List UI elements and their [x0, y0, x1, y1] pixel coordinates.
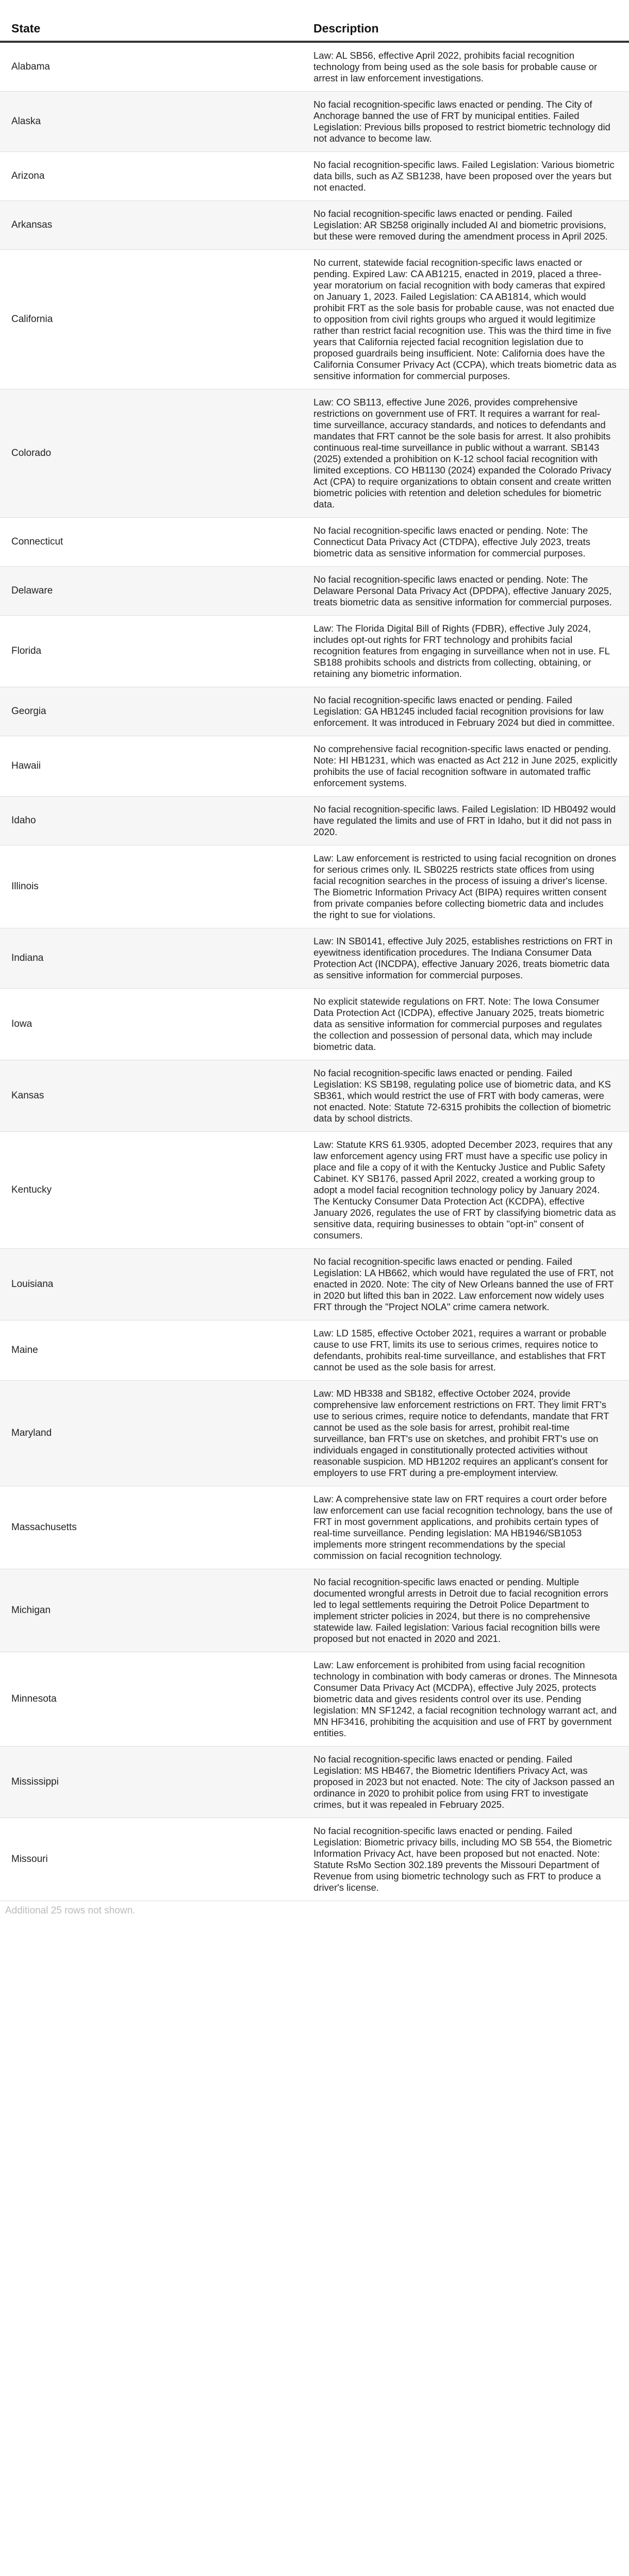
description-cell: No facial recognition-specific laws enacted or pending. Multiple documented wrongful arrests in Detroit due to facial recognition errors led to legal settlements requiring the Detroit Police Department to implement stricter policies in 2024, but there is no comprehensive statewide law. Failed legislation: Various facial recognition bills were proposed but not enacted in 2020 and 2021. [302, 1569, 629, 1652]
table-row [0, 687, 629, 736]
state-cell: Missouri [0, 1818, 302, 1901]
state-cell: Georgia [0, 687, 302, 736]
description-cell: Law: CO SB113, effective June 2026, provides comprehensive restrictions on government use of FRT. It requires a warrant for real-time surveillance, accuracy standards, and notices to defendants and mandates that FRT cannot be the sole basis for arrest. It also prohibits continuous real-time surveillance in public without a warrant. SB143 (2025) extended a prohibition on K-12 school facial recognition with limited exceptions. CO HB1130 (2024) expanded the Colorado Privacy Act (CPA) to require organizations to obtain consent and create written biometric policies with retention and deletion schedules for biometric data. [302, 389, 629, 518]
state-cell: Idaho [0, 796, 302, 845]
description-cell: Law: MD HB338 and SB182, effective October 2024, provide comprehensive law enforcement restrictions on FRT. They limit FRT's use to serious crimes, require notice to defendants, mandate that FRT cannot be used as the sole basis for arrest, prohibit real-time surveillance, ban FRT's use on sketches, and prohibit FRT's use on individuals engaged in constitutionally protected activities without reasonable suspicion. MD HB1202 requires an applicant's consent for employers to use FRT during a pre-employment interview. [302, 1381, 629, 1486]
description-cell: Law: Statute KRS 61.9305, adopted December 2023, requires that any law enforcement agency using FRT must have a specific use policy in place and file a copy of it with the Kentucky Justice and Public Safety Cabinet. KY SB176, passed April 2022, created a working group to adopt a model facial recognition technology policy by January 2024. The Kentucky Consumer Data Protection Act (KCDPA), effective January 2026, regulates the use of FRT by classifying biometric data as sensitive data, requiring businesses to obtain "opt-in" consent of consumers. [302, 1132, 629, 1249]
state-cell: Kansas [0, 1060, 302, 1132]
description-cell: No facial recognition-specific laws enacted or pending. The City of Anchorage banned the use of FRT by municipal entities. Failed Legislation: Previous bills proposed to restrict biometric technology did not advance to become law. [302, 92, 629, 152]
state-cell: Massachusetts [0, 1486, 302, 1569]
state-cell: Michigan [0, 1569, 302, 1652]
table-row [0, 928, 629, 989]
description-cell: No facial recognition-specific laws enacted or pending. Failed Legislation: KS SB198, regulating police use of biometric data, and KS SB361, which would restrict the use of FRT with body cameras, were not enacted. Note: Statute 72-6315 prohibits the collection of biometric data by school districts. [302, 1060, 629, 1132]
state-cell: Mississippi [0, 1747, 302, 1818]
table-row [0, 567, 629, 616]
header-row [0, 0, 629, 42]
description-cell: Law: Law enforcement is restricted to using facial recognition on drones for serious crimes only. IL SB0225 restricts state offices from using facial recognition searches in the process of issuing a driver's license. The Biometric Information Privacy Act (BIPA) requires written consent from private companies before collecting biometric data and includes the right to sue for violations. [302, 845, 629, 928]
state-cell: Delaware [0, 567, 302, 616]
table-row [0, 1818, 629, 1901]
table-row [0, 201, 629, 250]
table-footer-note: Additional 25 rows not shown. [5, 1905, 136, 1916]
table-row [0, 250, 629, 389]
state-cell: Hawaii [0, 736, 302, 796]
state-cell: California [0, 250, 302, 389]
state-cell: Alabama [0, 42, 302, 92]
table-row [0, 1486, 629, 1569]
state-cell: Maryland [0, 1381, 302, 1486]
state-cell: Indiana [0, 928, 302, 989]
table-row [0, 1381, 629, 1486]
state-cell: Kentucky [0, 1132, 302, 1249]
state-cell: Maine [0, 1320, 302, 1381]
description-cell: No current, statewide facial recognition-specific laws enacted or pending. Expired Law: CA AB1215, enacted in 2019, placed a three-year moratorium on facial recognition with body cameras that expired on January 1, 2023. Failed Legislation: CA AB1814, which would prohibit FRT as the sole basis for probable cause, was not enacted due to opposition from civil rights groups who argued it would legitimize rather than restrict facial recognition use. This was the third time in five years that California rejected facial recognition legislation due to proposed guardrails being insufficient. Note: California does have the California Consumer Privacy Act (CCPA), which treats biometric data as sensitive information for commercial purposes. [302, 250, 629, 389]
table-row [0, 1569, 629, 1652]
description-cell: No facial recognition-specific laws enacted or pending. Note: The Connecticut Data Privacy Act (CTDPA), effective July 2023, treats biometric data as sensitive information for commercial purposes. [302, 518, 629, 567]
description-cell: No facial recognition-specific laws enacted or pending. Failed Legislation: MS HB467, the Biometric Identifiers Privacy Act, was proposed in 2023 but not enacted. Note: The city of Jackson passed an ordinance in 2020 to prohibit police from using FRT to investigate crimes, but it was repealed in February 2025. [302, 1747, 629, 1818]
state-cell: Iowa [0, 989, 302, 1060]
description-cell: No facial recognition-specific laws enacted or pending. Note: The Delaware Personal Data Privacy Act (DPDPA), effective January 2025, treats biometric data as sensitive information for commercial purposes. [302, 567, 629, 616]
state-cell: Colorado [0, 389, 302, 518]
state-cell: Florida [0, 616, 302, 687]
table-row [0, 1652, 629, 1747]
state-cell: Louisiana [0, 1249, 302, 1320]
description-cell: No facial recognition-specific laws enacted or pending. Failed Legislation: Biometric privacy bills, including MO SB 554, the Biometric Information Privacy Act, have been proposed but not enacted. Note: Statute RsMo Section 302.189 prevents the Missouri Department of Revenue from using biometric technology such as FRT to produce a driver's license. [302, 1818, 629, 1901]
table-row [0, 736, 629, 796]
table-row [0, 1747, 629, 1818]
description-cell: Law: AL SB56, effective April 2022, prohibits facial recognition technology from being used as the sole basis for probable cause or arrest in law enforcement investigations. [302, 42, 629, 92]
description-cell: No comprehensive facial recognition-specific laws enacted or pending. Note: HI HB1231, which was enacted as Act 212 in June 2025, explicitly prohibits the use of facial recognition software in automated traffic enforcement systems. [302, 736, 629, 796]
state-cell: Illinois [0, 845, 302, 928]
table-row [0, 796, 629, 845]
state-cell: Arizona [0, 152, 302, 201]
table-row [0, 989, 629, 1060]
table-row [0, 1320, 629, 1381]
state-cell: Arkansas [0, 201, 302, 250]
description-cell: No facial recognition-specific laws enacted or pending. Failed Legislation: AR SB258 originally included AI and biometric provisions, but these were removed during the amendment process in April 2025. [302, 201, 629, 250]
table-row [0, 1249, 629, 1320]
description-cell: No facial recognition-specific laws. Failed Legislation: Various biometric data bills, such as AZ SB1238, have been proposed over the years but not enacted. [302, 152, 629, 201]
description-cell: Law: The Florida Digital Bill of Rights (FDBR), effective July 2024, includes opt-out rights for FRT technology and prohibits facial recognition features from engaging in surveillance when not in use. FL SB188 prohibits schools and districts from collecting, obtaining, or retaining any biometric information. [302, 616, 629, 687]
table-row [0, 616, 629, 687]
description-cell: Law: IN SB0141, effective July 2025, establishes restrictions on FRT in eyewitness identification procedures. The Indiana Consumer Data Protection Act (INCDPA), effective January 2026, treats biometric data as sensitive information for commercial purposes. [302, 928, 629, 989]
table-row [0, 1060, 629, 1132]
table-row [0, 845, 629, 928]
table-header [0, 0, 629, 42]
table-row [0, 1132, 629, 1249]
column-header-description: Description [302, 0, 629, 42]
table-row [0, 92, 629, 152]
description-cell: No explicit statewide regulations on FRT. Note: The Iowa Consumer Data Protection Act (ICDPA), effective January 2025, treats biometric data as sensitive information for commercial purposes and regulates the collection and possession of personal data, which may include biometric data. [302, 989, 629, 1060]
state-cell: Connecticut [0, 518, 302, 567]
description-cell: No facial recognition-specific laws enacted or pending. Failed Legislation: GA HB1245 included facial recognition provisions for law enforcement. It was introduced in February 2024 but died in committee. [302, 687, 629, 736]
description-cell: No facial recognition-specific laws. Failed Legislation: ID HB0492 would have regulated the limits and use of FRT in Idaho, but it did not pass in 2020. [302, 796, 629, 845]
description-cell: Law: A comprehensive state law on FRT requires a court order before law enforcement can use facial recognition technology, bans the use of FRT in most government applications, and prohibits certain types of real-time surveillance. Pending legislation: MA HB1946/SB1053 implements more stringent recommendations by the special commission on facial recognition technology. [302, 1486, 629, 1569]
table-row [0, 42, 629, 92]
table-row [0, 389, 629, 518]
state-cell: Alaska [0, 92, 302, 152]
table-row [0, 518, 629, 567]
column-header-state: State [0, 0, 302, 42]
table-body [0, 42, 629, 1901]
state-cell: Minnesota [0, 1652, 302, 1747]
description-cell: Law: LD 1585, effective October 2021, requires a warrant or probable cause to use FRT, limits its use to serious crimes, requires notice to defendants, prohibits real-time surveillance, and establishes that FRT cannot be used as the sole basis for arrest. [302, 1320, 629, 1381]
description-cell: No facial recognition-specific laws enacted or pending. Failed Legislation: LA HB662, which would have regulated the use of FRT, not enacted in 2020. Note: The city of New Orleans banned the use of FRT in 2020 but lifted this ban in 2022. Law enforcement now widely uses FRT through the "Project NOLA" crime camera network. [302, 1249, 629, 1320]
description-cell: Law: Law enforcement is prohibited from using facial recognition technology in combination with body cameras or drones. The Minnesota Consumer Data Privacy Act (MCDPA), effective July 2025, protects biometric data and gives residents control over its use. Pending legislation: MN SF1242, a facial recognition technology warrant act, and MN HF3416, prohibiting the acquisition and use of FRT by government entities. [302, 1652, 629, 1747]
table-row [0, 152, 629, 201]
